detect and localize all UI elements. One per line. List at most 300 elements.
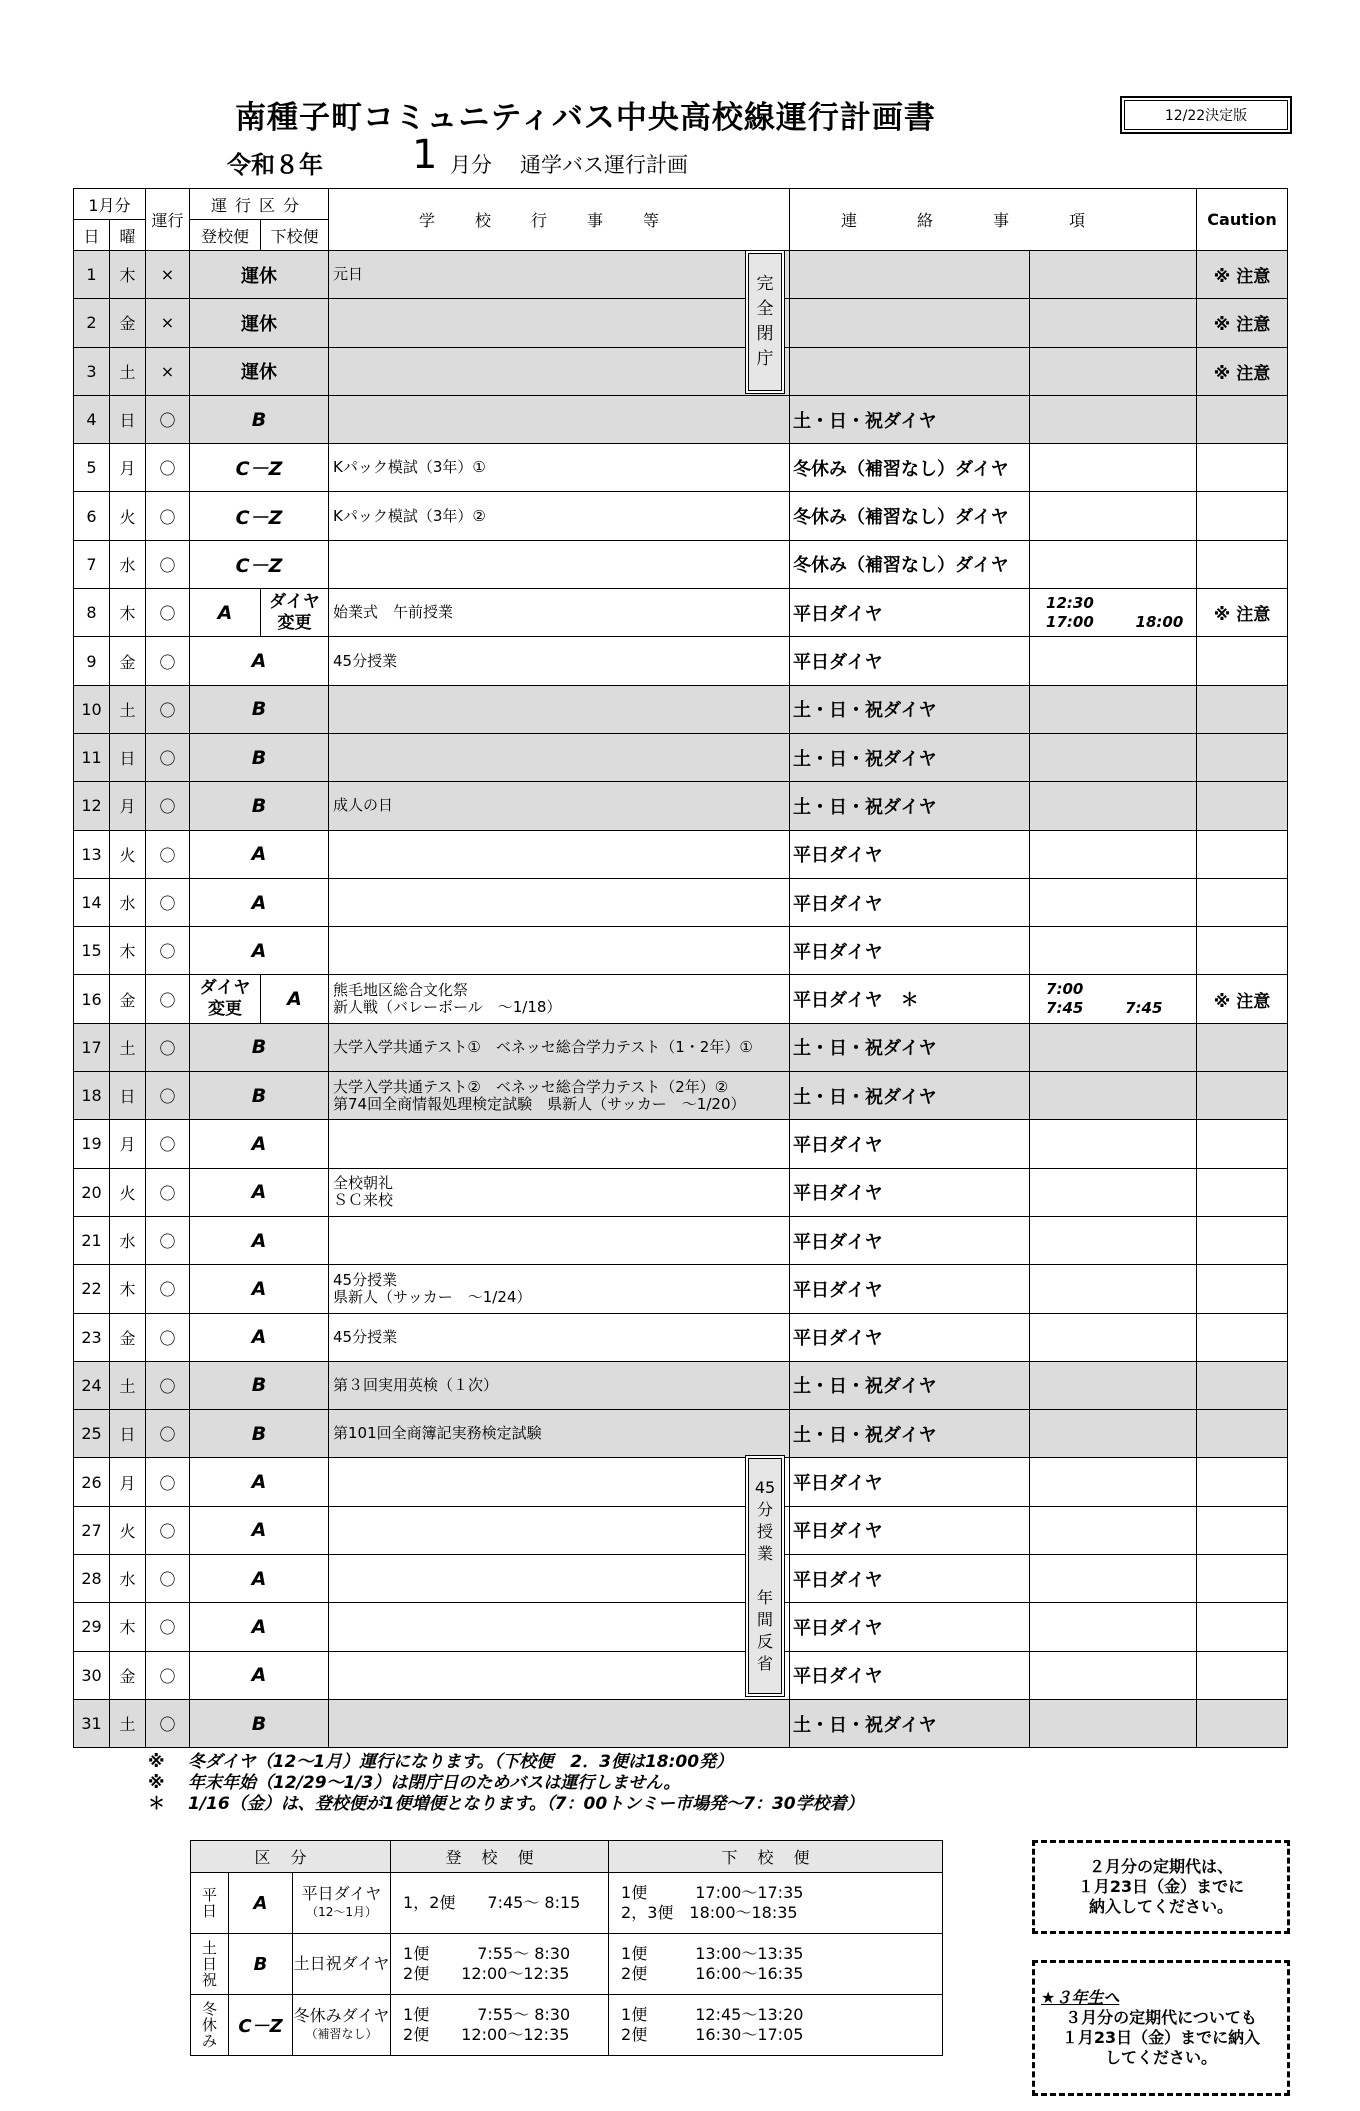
contact-cell <box>790 347 1030 395</box>
legend-from-school-header: 下校便 <box>609 1841 943 1873</box>
yearly-review-label <box>745 1455 785 1697</box>
contact-cell: 平日ダイヤ <box>790 1651 1030 1699</box>
contact-time-cell <box>1030 1361 1197 1409</box>
legend-category-cell: 土 日 祝 <box>191 1934 229 1995</box>
caution-cell: ※ 注意 <box>1197 975 1288 1023</box>
weekday-cell: 火 <box>110 1168 146 1216</box>
event-cell <box>329 927 790 975</box>
event-cell <box>329 1699 790 1747</box>
weekday-cell: 木 <box>110 1265 146 1313</box>
caution-cell <box>1197 782 1288 830</box>
legend-from-school-cell: 1便 12:45～13:20 2便 16:30～17:05 <box>609 1995 943 2056</box>
op-category-cell: A <box>190 1313 329 1361</box>
op-category-cell: A <box>190 1506 329 1554</box>
event-cell: 成人の日 <box>329 782 790 830</box>
vertical-char: 45 <box>754 1478 776 1497</box>
run-status-cell: 〇 <box>146 1313 190 1361</box>
day-cell: 7 <box>74 540 110 588</box>
vertical-char: 年 <box>756 1588 773 1607</box>
caution-cell <box>1197 830 1288 878</box>
month-suffix: 月分 <box>450 153 492 177</box>
vertical-char: 省 <box>756 1654 773 1673</box>
weekday-cell: 金 <box>110 1651 146 1699</box>
event-cell: 第３回実用英検（１次） <box>329 1361 790 1409</box>
run-status-cell: 〇 <box>146 589 190 637</box>
contact-cell: 土・日・祝ダイヤ <box>790 733 1030 781</box>
caution-cell <box>1197 1410 1288 1458</box>
op-category-cell: A <box>190 1120 329 1168</box>
table-row <box>74 589 1288 637</box>
caution-cell <box>1197 1168 1288 1216</box>
plan-subtitle: 通学バス運行計画 <box>520 153 688 177</box>
run-status-cell: 〇 <box>146 540 190 588</box>
run-status-cell: 〇 <box>146 1120 190 1168</box>
caution-cell <box>1197 1216 1288 1264</box>
event-cell <box>329 685 790 733</box>
op-category-cell: B <box>190 685 329 733</box>
run-status-cell: 〇 <box>146 1699 190 1747</box>
day-cell: 16 <box>74 975 110 1023</box>
op-category-cell: B <box>190 1072 329 1120</box>
table-row <box>74 1313 1288 1361</box>
contact-cell: 土・日・祝ダイヤ <box>790 1361 1030 1409</box>
weekday-cell: 土 <box>110 685 146 733</box>
op-category-cell: B <box>190 733 329 781</box>
event-cell <box>329 1216 790 1264</box>
caution-cell <box>1197 927 1288 975</box>
weekday-cell: 木 <box>110 927 146 975</box>
op-category-cell: A <box>190 830 329 878</box>
day-cell: 2 <box>74 299 110 347</box>
day-cell: 25 <box>74 1410 110 1458</box>
contact-time-cell: 7:00 7:45 7:45 <box>1030 975 1197 1023</box>
op-category-cell: C－Z <box>190 444 329 492</box>
weekday-cell: 月 <box>110 444 146 492</box>
day-cell: 14 <box>74 878 110 926</box>
day-cell: 12 <box>74 782 110 830</box>
vertical-char: 授 <box>756 1522 773 1541</box>
contact-cell: 平日ダイヤ <box>790 878 1030 926</box>
contact-cell: 土・日・祝ダイヤ <box>790 1699 1030 1747</box>
contact-time-cell <box>1030 1651 1197 1699</box>
event-cell <box>329 347 790 395</box>
caution-cell <box>1197 1506 1288 1554</box>
day-cell: 27 <box>74 1506 110 1554</box>
month-header: 1月分 <box>74 189 146 220</box>
contact-time-cell <box>1030 1120 1197 1168</box>
table-row <box>74 299 1288 347</box>
era-year: 令和８年 <box>227 151 323 179</box>
contact-time-cell <box>1030 733 1197 781</box>
op-category-cell: A <box>190 1603 329 1651</box>
event-cell <box>329 733 790 781</box>
op-category-cell: A <box>190 1265 329 1313</box>
day-cell: 11 <box>74 733 110 781</box>
event-cell <box>329 1120 790 1168</box>
caution-cell <box>1197 637 1288 685</box>
contact-cell: 平日ダイヤ <box>790 1216 1030 1264</box>
contact-cell: 平日ダイヤ <box>790 1506 1030 1554</box>
table-row <box>74 1361 1288 1409</box>
event-cell: 始業式 午前授業 <box>329 589 790 637</box>
op-category-header: 運行区分 <box>190 189 329 220</box>
table-row <box>74 1168 1288 1216</box>
contact-time-cell <box>1030 347 1197 395</box>
events-header: 学校行事等 <box>329 189 790 251</box>
day-cell: 28 <box>74 1555 110 1603</box>
contact-time-cell <box>1030 492 1197 540</box>
day-cell: 9 <box>74 637 110 685</box>
op-category-cell: A <box>190 1458 329 1506</box>
run-status-cell: × <box>146 347 190 395</box>
table-row <box>74 1216 1288 1264</box>
caution-cell <box>1197 685 1288 733</box>
table-row <box>74 927 1288 975</box>
run-status-cell: 〇 <box>146 1410 190 1458</box>
op-category-cell: A <box>190 637 329 685</box>
caution-cell <box>1197 1458 1288 1506</box>
to-school-header: 登校便 <box>190 220 261 251</box>
caution-cell <box>1197 492 1288 540</box>
run-status-cell: 〇 <box>146 878 190 926</box>
caution-cell <box>1197 1699 1288 1747</box>
contact-time-cell <box>1030 830 1197 878</box>
day-cell: 20 <box>74 1168 110 1216</box>
contact-cell: 平日ダイヤ <box>790 1120 1030 1168</box>
note-mark: ※ <box>148 1752 182 1772</box>
legend-name-sub: （補習なし） <box>305 2027 378 2041</box>
run-status-cell: × <box>146 299 190 347</box>
contact-cell: 平日ダイヤ <box>790 637 1030 685</box>
caution-cell: ※ 注意 <box>1197 299 1288 347</box>
table-row <box>74 1555 1288 1603</box>
contact-time-cell <box>1030 1603 1197 1651</box>
contact-cell: 土・日・祝ダイヤ <box>790 1072 1030 1120</box>
run-status-cell: 〇 <box>146 782 190 830</box>
contact-cell <box>790 251 1030 299</box>
run-status-cell: 〇 <box>146 1651 190 1699</box>
day-cell: 10 <box>74 685 110 733</box>
event-cell: 45分授業 県新人（サッカー ～1/24） <box>329 1265 790 1313</box>
contact-time-cell <box>1030 1265 1197 1313</box>
caution-cell: ※ 注意 <box>1197 589 1288 637</box>
op-category-cell: B <box>190 782 329 830</box>
table-row <box>74 685 1288 733</box>
run-status-cell: × <box>146 251 190 299</box>
weekday-cell: 日 <box>110 1072 146 1120</box>
vertical-char: 反 <box>756 1632 773 1651</box>
contact-cell <box>790 299 1030 347</box>
vertical-char: 間 <box>756 1610 773 1629</box>
document-title: 南種子町コミュニティバス中央高校線運行計画書 <box>235 100 936 136</box>
contact-cell: 平日ダイヤ <box>790 1168 1030 1216</box>
run-status-cell: 〇 <box>146 1555 190 1603</box>
event-cell: Kパック模試（3年）① <box>329 444 790 492</box>
day-cell: 19 <box>74 1120 110 1168</box>
run-status-cell: 〇 <box>146 685 190 733</box>
day-cell: 13 <box>74 830 110 878</box>
event-cell <box>329 878 790 926</box>
event-cell: 大学入学共通テスト① ベネッセ総合学力テスト（1・2年）① <box>329 1023 790 1071</box>
day-cell: 26 <box>74 1458 110 1506</box>
event-cell: 元日 <box>329 251 790 299</box>
op-category-cell: B <box>190 395 329 443</box>
table-row <box>74 1023 1288 1071</box>
contact-time-cell <box>1030 878 1197 926</box>
contact-time-cell <box>1030 637 1197 685</box>
day-cell: 6 <box>74 492 110 540</box>
caution-cell <box>1197 733 1288 781</box>
caution-cell <box>1197 1313 1288 1361</box>
run-status-cell: 〇 <box>146 1361 190 1409</box>
contact-cell: 平日ダイヤ <box>790 1265 1030 1313</box>
table-row <box>74 1603 1288 1651</box>
caution-cell: ※ 注意 <box>1197 347 1288 395</box>
table-row <box>74 1265 1288 1313</box>
notice-line: してください。 <box>1104 2048 1217 2067</box>
run-status-cell: 〇 <box>146 1265 190 1313</box>
run-status-cell: 〇 <box>146 1216 190 1264</box>
op-category-cell: 運休 <box>190 299 329 347</box>
event-cell: 45分授業 <box>329 1313 790 1361</box>
run-status-cell: 〇 <box>146 830 190 878</box>
vertical-char: 分 <box>756 1500 773 1519</box>
op-category-cell: A <box>190 878 329 926</box>
event-cell <box>329 1603 790 1651</box>
run-status-cell: 〇 <box>146 975 190 1023</box>
weekday-cell: 水 <box>110 1555 146 1603</box>
event-cell <box>329 395 790 443</box>
table-row <box>74 540 1288 588</box>
run-status-cell: 〇 <box>146 444 190 492</box>
table-row <box>74 492 1288 540</box>
notice-heading: ★３年生へ <box>1041 1988 1120 2007</box>
weekday-cell: 日 <box>110 1410 146 1458</box>
table-row <box>74 1072 1288 1120</box>
contact-time-cell <box>1030 251 1197 299</box>
note-line <box>148 1773 864 1794</box>
day-cell: 29 <box>74 1603 110 1651</box>
contact-cell: 土・日・祝ダイヤ <box>790 782 1030 830</box>
run-status-cell: 〇 <box>146 1072 190 1120</box>
vertical-char: 業 <box>756 1544 773 1563</box>
caution-cell <box>1197 1120 1288 1168</box>
event-cell <box>329 1555 790 1603</box>
vertical-char <box>762 1565 767 1587</box>
contact-time-cell <box>1030 1023 1197 1071</box>
weekday-header: 曜 <box>110 220 146 251</box>
contact-cell: 平日ダイヤ <box>790 1555 1030 1603</box>
contact-cell: 平日ダイヤ <box>790 1603 1030 1651</box>
event-cell <box>329 1458 790 1506</box>
weekday-cell: 金 <box>110 975 146 1023</box>
notice-line: 納入してください。 <box>1088 1897 1233 1916</box>
contact-time-cell <box>1030 782 1197 830</box>
day-cell: 15 <box>74 927 110 975</box>
legend-name-cell: 土日祝ダイヤ <box>293 1934 391 1995</box>
op-category-cell: A <box>190 1651 329 1699</box>
contact-time-cell <box>1030 299 1197 347</box>
legend-from-school-cell: 1便 17:00～17:35 2，3便 18:00～18:35 <box>609 1873 943 1934</box>
table-row <box>74 251 1288 299</box>
day-cell: 18 <box>74 1072 110 1120</box>
op-category-cell: C－Z <box>190 540 329 588</box>
note-text: 年末年始（12/29～1/3）は閉庁日のためバスは運行しません。 <box>188 1773 681 1793</box>
schedule-table <box>73 188 1288 1748</box>
table-row <box>74 830 1288 878</box>
caution-cell <box>1197 395 1288 443</box>
run-status-cell: 〇 <box>146 1168 190 1216</box>
table-row <box>74 733 1288 781</box>
run-status-cell: 〇 <box>146 927 190 975</box>
contact-time-cell <box>1030 1313 1197 1361</box>
contact-time-cell: 12:30 17:00 18:00 <box>1030 589 1197 637</box>
op-to-school-cell: ダイヤ 変更 <box>190 975 261 1023</box>
legend-to-school-cell: 1便 7:55～ 8:30 2便 12:00～12:35 <box>391 1995 609 2056</box>
month-number: 1 <box>412 132 438 178</box>
contact-cell: 土・日・祝ダイヤ <box>790 1410 1030 1458</box>
legend-category-header: 区分 <box>191 1841 391 1873</box>
contact-time-cell <box>1030 1555 1197 1603</box>
op-category-cell: A <box>190 927 329 975</box>
contact-time-cell <box>1030 1168 1197 1216</box>
event-cell <box>329 1651 790 1699</box>
note-text: 冬ダイヤ（12～1月）運行になります。（下校便 2．3便は18:00発） <box>188 1752 734 1772</box>
day-cell: 30 <box>74 1651 110 1699</box>
op-category-cell: 運休 <box>190 251 329 299</box>
table-row <box>74 444 1288 492</box>
vertical-char: 完 <box>756 274 774 294</box>
weekday-cell: 土 <box>110 1361 146 1409</box>
legend-row <box>191 1873 943 1934</box>
version-badge: 12/22決定版 <box>1120 96 1292 134</box>
legend-row <box>191 1934 943 1995</box>
legend-from-school-cell: 1便 13:00～13:35 2便 16:00～16:35 <box>609 1934 943 1995</box>
note-line <box>148 1794 864 1815</box>
weekday-cell: 金 <box>110 299 146 347</box>
op-from-school-cell: ダイヤ 変更 <box>261 589 329 637</box>
event-cell: 大学入学共通テスト② ベネッセ総合学力テスト（2年）② 第74回全商情報処理検定試験 県新人（サッカー ～1/20） <box>329 1072 790 1120</box>
weekday-cell: 月 <box>110 1120 146 1168</box>
run-status-cell: 〇 <box>146 1603 190 1651</box>
notice-line: １月23日（金）までに <box>1077 1877 1245 1896</box>
contact-time-cell <box>1030 927 1197 975</box>
contact-cell: 平日ダイヤ <box>790 927 1030 975</box>
caution-header: Caution <box>1197 189 1288 251</box>
weekday-cell: 金 <box>110 637 146 685</box>
day-cell: 17 <box>74 1023 110 1071</box>
vertical-char: 庁 <box>756 349 774 369</box>
op-category-cell: A <box>190 1216 329 1264</box>
weekday-cell: 土 <box>110 347 146 395</box>
op-category-cell: A <box>190 1168 329 1216</box>
contact-cell: 平日ダイヤ <box>790 1458 1030 1506</box>
note-text: 1/16（金）は、登校便が1便増便となります。（7：00トンミー市場発～7：30学校着） <box>188 1794 864 1814</box>
caution-cell <box>1197 878 1288 926</box>
contact-time-cell <box>1030 1072 1197 1120</box>
day-cell: 23 <box>74 1313 110 1361</box>
weekday-cell: 月 <box>110 782 146 830</box>
day-header: 日 <box>74 220 110 251</box>
notice-line: １月23日（金）までに納入 <box>1061 2028 1261 2047</box>
op-category-cell: B <box>190 1699 329 1747</box>
contact-time-cell <box>1030 1410 1197 1458</box>
contact-cell: 平日ダイヤ <box>790 830 1030 878</box>
op-category-cell: A <box>190 1555 329 1603</box>
contact-cell: 土・日・祝ダイヤ <box>790 395 1030 443</box>
table-row <box>74 1699 1288 1747</box>
legend-to-school-cell: 1，2便 7:45～ 8:15 <box>391 1873 609 1934</box>
run-status-cell: 〇 <box>146 492 190 540</box>
legend-code-cell: C－Z <box>229 1995 293 2056</box>
vertical-char: 全 <box>756 299 774 319</box>
contact-cell: 土・日・祝ダイヤ <box>790 1023 1030 1071</box>
table-row <box>74 1458 1288 1506</box>
day-cell: 31 <box>74 1699 110 1747</box>
op-category-cell: 運休 <box>190 347 329 395</box>
weekday-cell: 火 <box>110 830 146 878</box>
contact-cell: 土・日・祝ダイヤ <box>790 685 1030 733</box>
operation-header: 運行 <box>146 189 190 251</box>
from-school-header: 下校便 <box>261 220 329 251</box>
event-cell: 全校朝礼 ＳＣ来校 <box>329 1168 790 1216</box>
contact-time-cell <box>1030 1699 1197 1747</box>
contact-time-cell <box>1030 1216 1197 1264</box>
legend-category-cell: 平 日 <box>191 1873 229 1934</box>
run-status-cell: 〇 <box>146 637 190 685</box>
notes <box>148 1752 864 1815</box>
weekday-cell: 金 <box>110 1313 146 1361</box>
legend-name-cell: 平日ダイヤ （12～1月） <box>293 1873 391 1934</box>
day-cell: 21 <box>74 1216 110 1264</box>
weekday-cell: 月 <box>110 1458 146 1506</box>
legend-to-school-cell: 1便 7:55～ 8:30 2便 12:00～12:35 <box>391 1934 609 1995</box>
notice-line: ３月分の定期代についても <box>1065 2008 1257 2027</box>
legend-name-sub: （12～1月） <box>306 1905 377 1919</box>
table-row <box>74 878 1288 926</box>
contact-time-cell <box>1030 540 1197 588</box>
table-row <box>74 1120 1288 1168</box>
note-mark: ※ <box>148 1773 182 1793</box>
commuter-pass-notice <box>1032 1840 1290 1934</box>
contact-cell: 冬休み（補習なし）ダイヤ <box>790 444 1030 492</box>
weekday-cell: 日 <box>110 395 146 443</box>
op-category-cell: B <box>190 1023 329 1071</box>
table-row <box>74 637 1288 685</box>
day-cell: 4 <box>74 395 110 443</box>
caution-cell <box>1197 540 1288 588</box>
contact-cell: 冬休み（補習なし）ダイヤ <box>790 492 1030 540</box>
office-closed-label <box>745 250 785 394</box>
event-cell: 第101回全商簿記実務検定試験 <box>329 1410 790 1458</box>
event-cell <box>329 1506 790 1554</box>
legend-code-cell: B <box>229 1934 293 1995</box>
day-cell: 5 <box>74 444 110 492</box>
contact-cell: 冬休み（補習なし）ダイヤ <box>790 540 1030 588</box>
run-status-cell: 〇 <box>146 395 190 443</box>
caution-cell <box>1197 1555 1288 1603</box>
day-cell: 22 <box>74 1265 110 1313</box>
weekday-cell: 木 <box>110 589 146 637</box>
run-status-cell: 〇 <box>146 1458 190 1506</box>
weekday-cell: 水 <box>110 878 146 926</box>
event-cell: 熊毛地区総合文化祭 新人戦（バレーボール ～1/18） <box>329 975 790 1023</box>
note-mark: ＊ <box>148 1794 182 1814</box>
contact-cell: 平日ダイヤ <box>790 1313 1030 1361</box>
table-row <box>74 395 1288 443</box>
event-cell <box>329 540 790 588</box>
legend-code-cell: A <box>229 1873 293 1934</box>
